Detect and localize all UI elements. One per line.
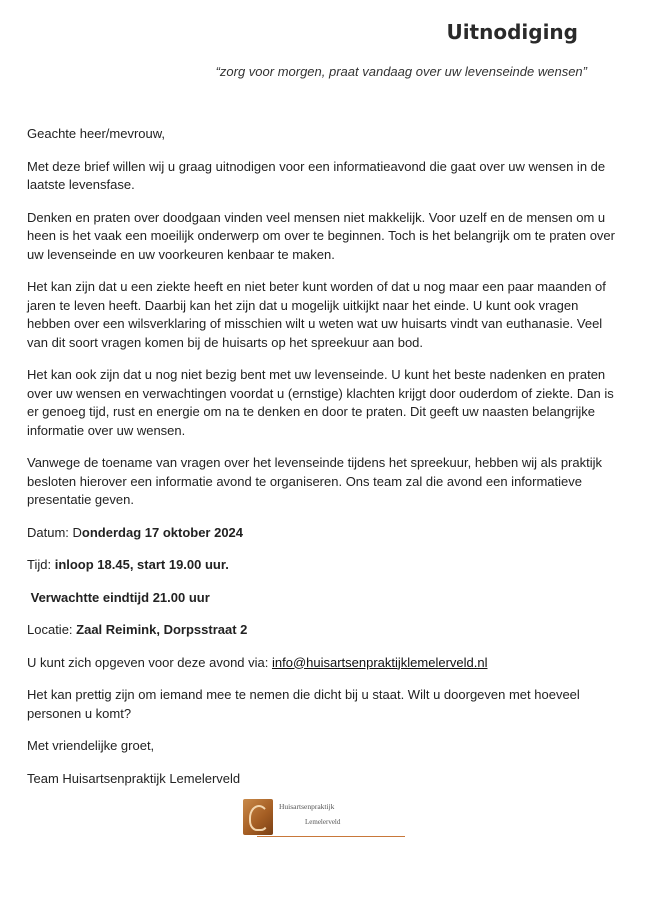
end-time: Verwachtte eindtijd 21.00 uur <box>27 589 210 605</box>
location-line <box>27 621 617 640</box>
signup-line <box>27 654 617 673</box>
signature: Team Huisartsenpraktijk Lemelerveld <box>27 770 241 786</box>
signup-text: U kunt zich opgeven voor deze avond via: <box>27 654 272 670</box>
signup-email-link[interactable]: info@huisartsenpraktijklemelerveld.nl <box>271 654 488 670</box>
time-value: inloop 18.45, start 19.00 uur. <box>54 557 229 572</box>
practice-logo-icon <box>243 799 273 835</box>
time-label: Tijd: <box>27 557 55 572</box>
logo-line1: Huisartsenpraktijk <box>279 802 335 811</box>
salutation: Geachte heer/mevrouw, <box>27 126 166 141</box>
date-line <box>27 524 617 543</box>
date-value: onderdag 17 oktober 2024 <box>81 524 244 540</box>
page-title: Uitnodiging <box>446 20 578 44</box>
practice-logo <box>243 799 405 839</box>
paragraph-illness: Het kan zijn dat u een ziekte heeft en niet beter kunt worden of dat u nog maar een paar maanden of jaren te leven heeft. Daarbij kan het zijn dat u mogelijk uitkijkt naar het einde. U kunt ook vragen hebben over een wilsverklaring of misschien wilt u weten wat uw huisarts vindt van euthanasie. Veel van dit soort vragen komen bij de huisarts op het spreekuur aan bod. <box>27 279 606 350</box>
paragraph-invitation: Met deze brief willen wij u graag uitnodigen voor een informatieavond die gaat over uw wensen in de laatste levensfase. <box>27 158 606 192</box>
bring-someone: Het kan prettig zijn om iemand mee te nemen die dicht bij u staat. Wilt u doorgeven met hoeveel personen u komt? <box>27 687 580 721</box>
location-value: Zaal Reimink, Dorpsstraat 2 <box>76 622 248 637</box>
paragraph-preparation: Het kan ook zijn dat u nog niet bezig bent met uw levenseinde. U kunt het beste nadenken en praten over uw wensen en verwachtingen voordat u (ernstige) klachten krijgt door ouderdom of ziekte. Dan is er genoeg tijd, rust en energie om na te denken en door te praten. Dit geeft uw naasten belangrijke informatie over uw wensen. <box>27 367 614 438</box>
paragraph-talking: Denken en praten over doodgaan vinden veel mensen niet makkelijk. Voor uzelf en de mensen om u heen is het vaak een moeilijk onderwerp om over te beginnen. Toch is het belangrijk om te praten over uw levenseinde en uw voorkeuren kenbaar te maken. <box>27 209 615 262</box>
logo-underline <box>257 836 405 837</box>
logo-line2: Lemelerveld <box>305 818 341 826</box>
letter-body <box>27 125 617 802</box>
closing: Met vriendelijke groet, <box>27 738 155 753</box>
paragraph-reason: Vanwege de toename van vragen over het levenseinde tijdens het spreekuur, hebben wij als praktijk besloten hierover een informatie avond te organiseren. Ons team zal die avond een informatieve presentatie geven. <box>27 455 603 507</box>
page-subtitle: “zorg voor morgen, praat vandaag over uw levenseinde wensen” <box>215 64 587 79</box>
date-label: Datum: D <box>27 524 82 540</box>
time-line <box>27 556 617 575</box>
location-label: Locatie: <box>27 622 77 637</box>
